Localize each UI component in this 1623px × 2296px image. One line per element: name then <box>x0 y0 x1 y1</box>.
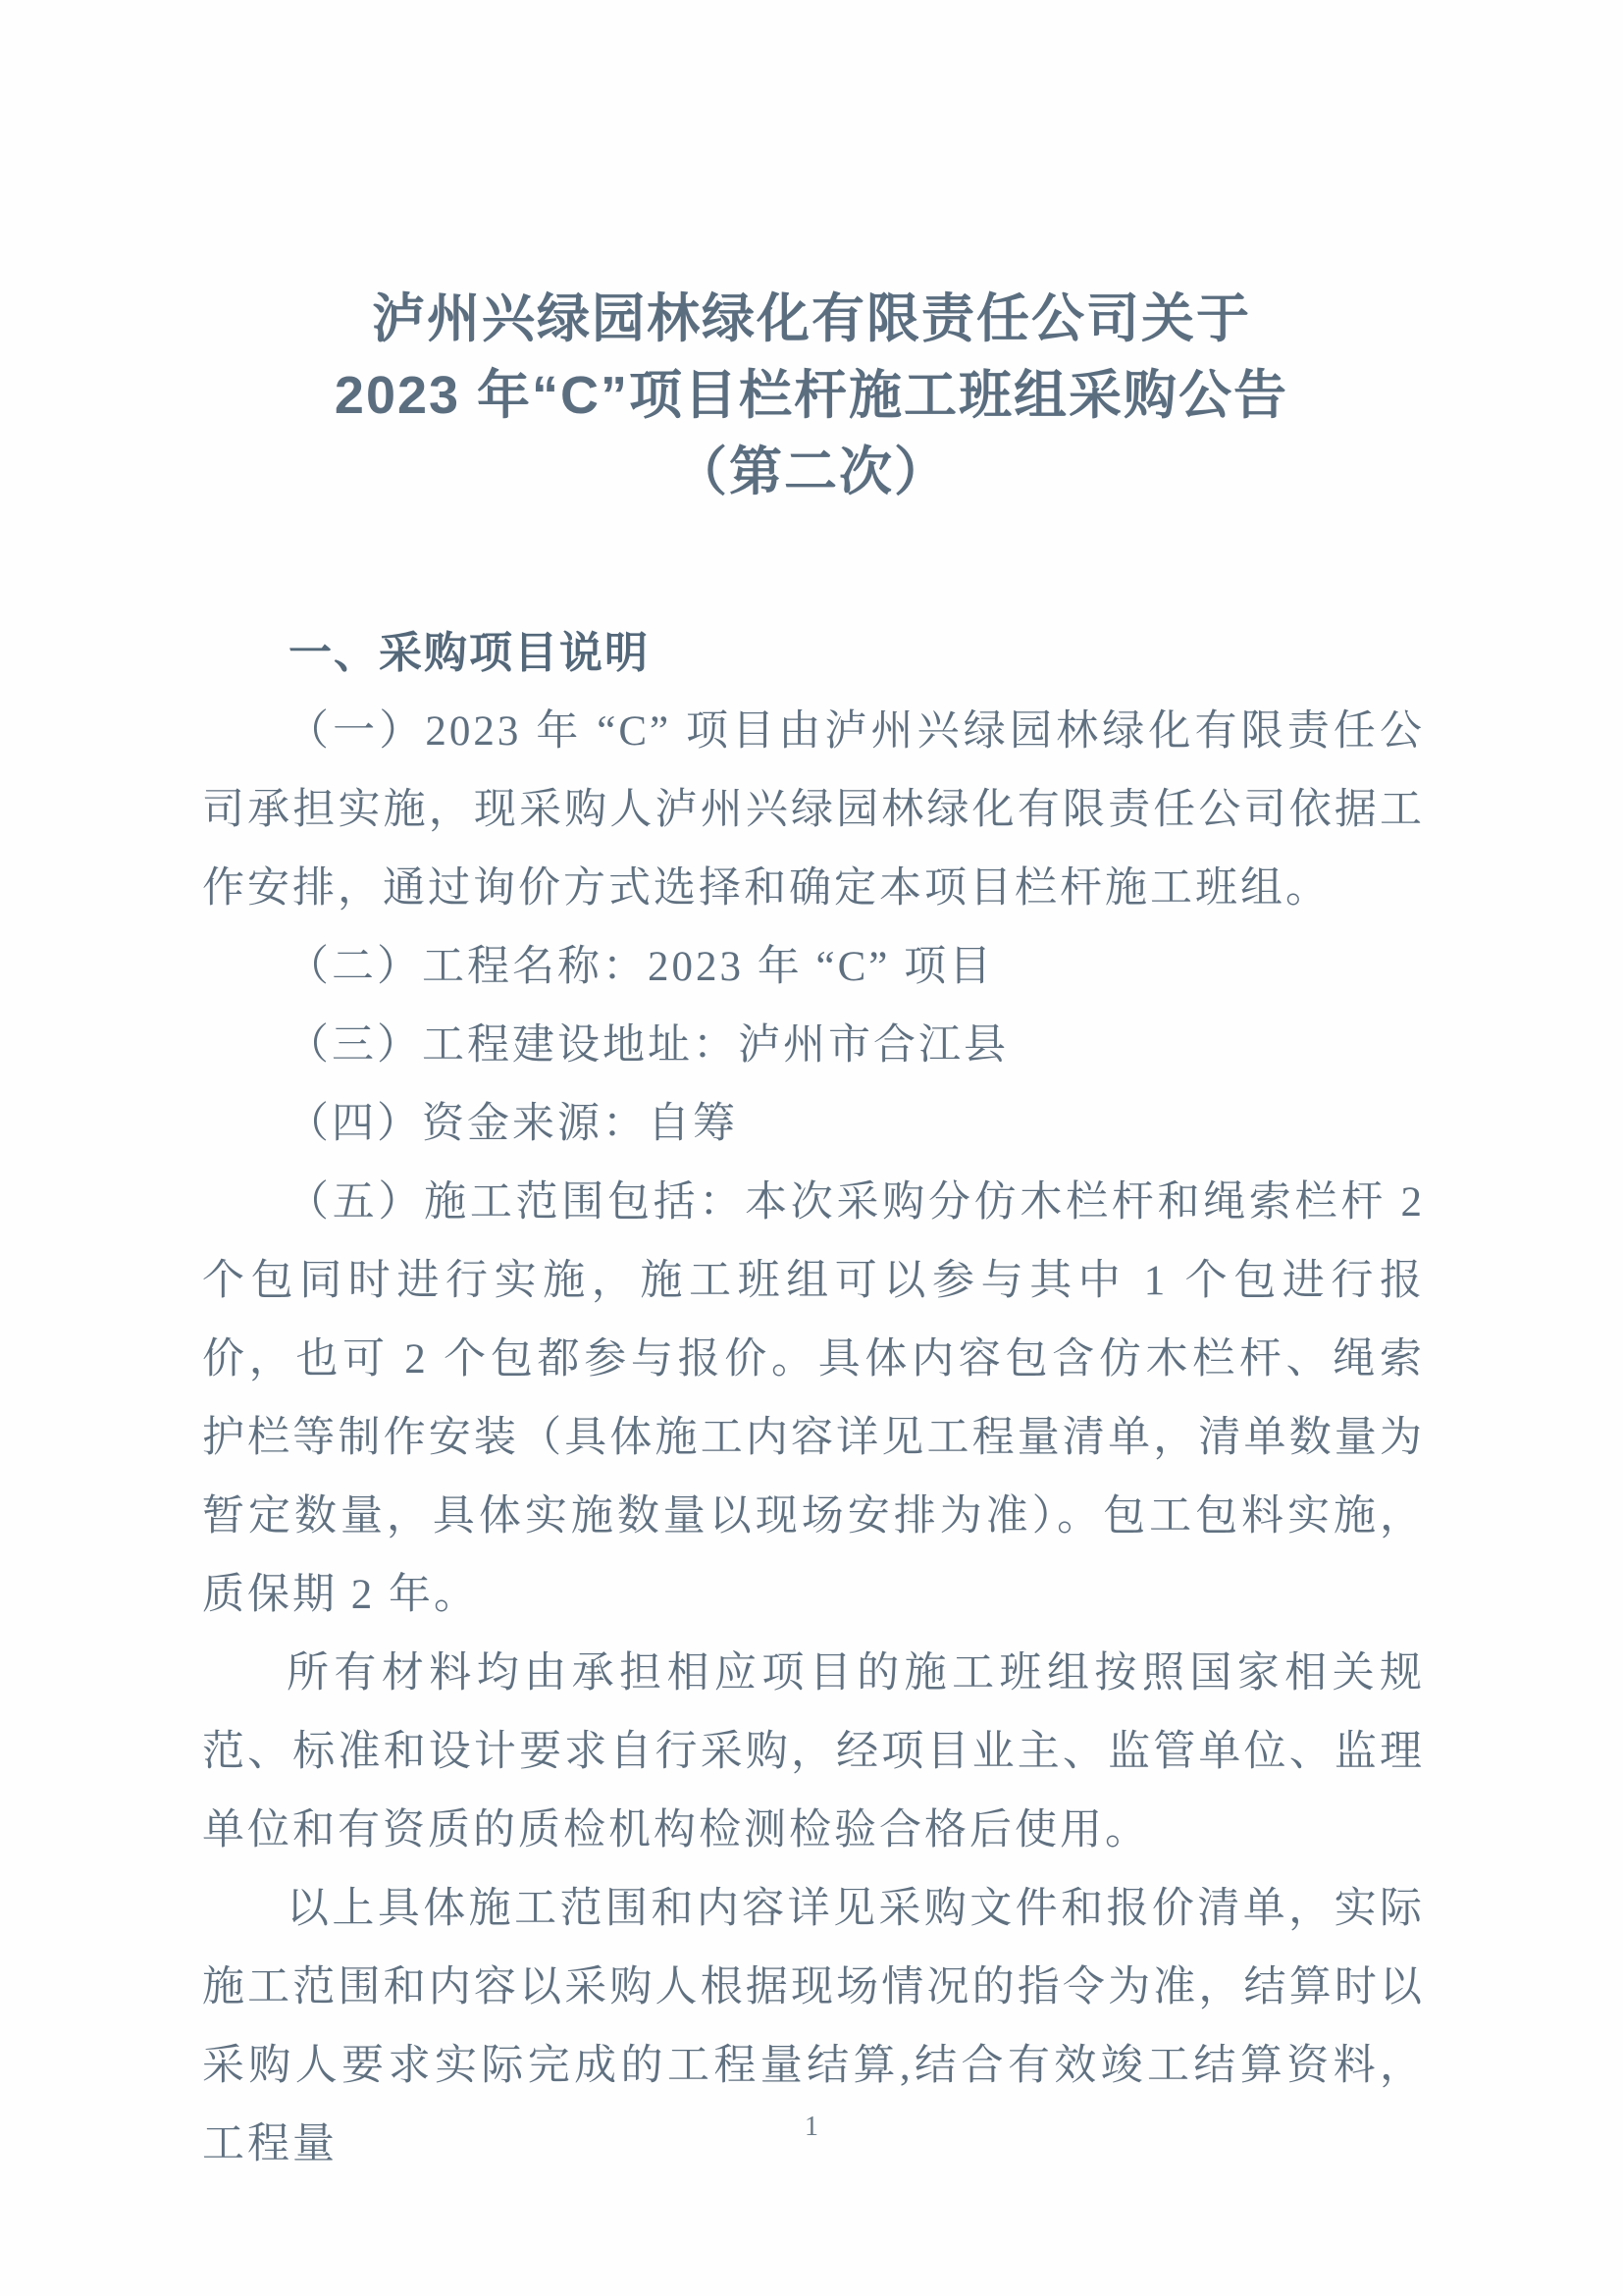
paragraph: （四）资金来源：自筹 <box>287 1101 738 1147</box>
section-heading: 一、采购项目说明 <box>288 629 650 677</box>
document-title <box>0 0 1623 510</box>
document-body <box>202 614 1425 2184</box>
paragraph: （三）工程建设地址：泸州市合江县 <box>287 1022 1009 1069</box>
paragraph: （五）施工范围包括：本次采购分仿木栏杆和绳索栏杆 2 个包同时进行实施，施工班组可以参与其中 1 个包进行报价，也可 2 个包都参与报价。具体内容包含仿木栏杆、绳索护栏等制作安装（具体施工内容详见工程量清单，清单数量为暂定数量，具体实施数量以现场安排为准）。包工包料实施，质保期 2 年。 <box>202 1179 1425 1618</box>
paragraph: 以上具体施工范围和内容详见采购文件和报价清单，实际施工范围和内容以采购人根据现场情况的指令为准，结算时以采购人要求实际完成的工程量结算,结合有效竣工结算资料， 工程量 <box>202 1886 1425 2167</box>
paragraph: 所有材料均由承担相应项目的施工班组按照国家相关规范、标准和设计要求自行采购，经项目业主、监管单位、监理单位和有资质的质检机构检测检验合格后使用。 <box>202 1650 1425 1853</box>
paragraph: （一）2023 年 “C” 项目由泸州兴绿园林绿化有限责任公司承担实施，现采购人泸州兴绿园林绿化有限责任公司依据工作安排，通过询价方式选择和确定本项目栏杆施工班组。 <box>202 708 1425 912</box>
title-line-2: 2023 年“C”项目栏杆施工班组采购公告 <box>334 366 1289 425</box>
title-line-1: 泸州兴绿园林绿化有限责任公司关于 <box>372 289 1251 348</box>
paragraph: （二）工程名称：2023 年 “C” 项目 <box>287 944 995 990</box>
title-line-3: （第二次） <box>674 443 949 501</box>
page-number: 1 <box>805 2112 818 2142</box>
